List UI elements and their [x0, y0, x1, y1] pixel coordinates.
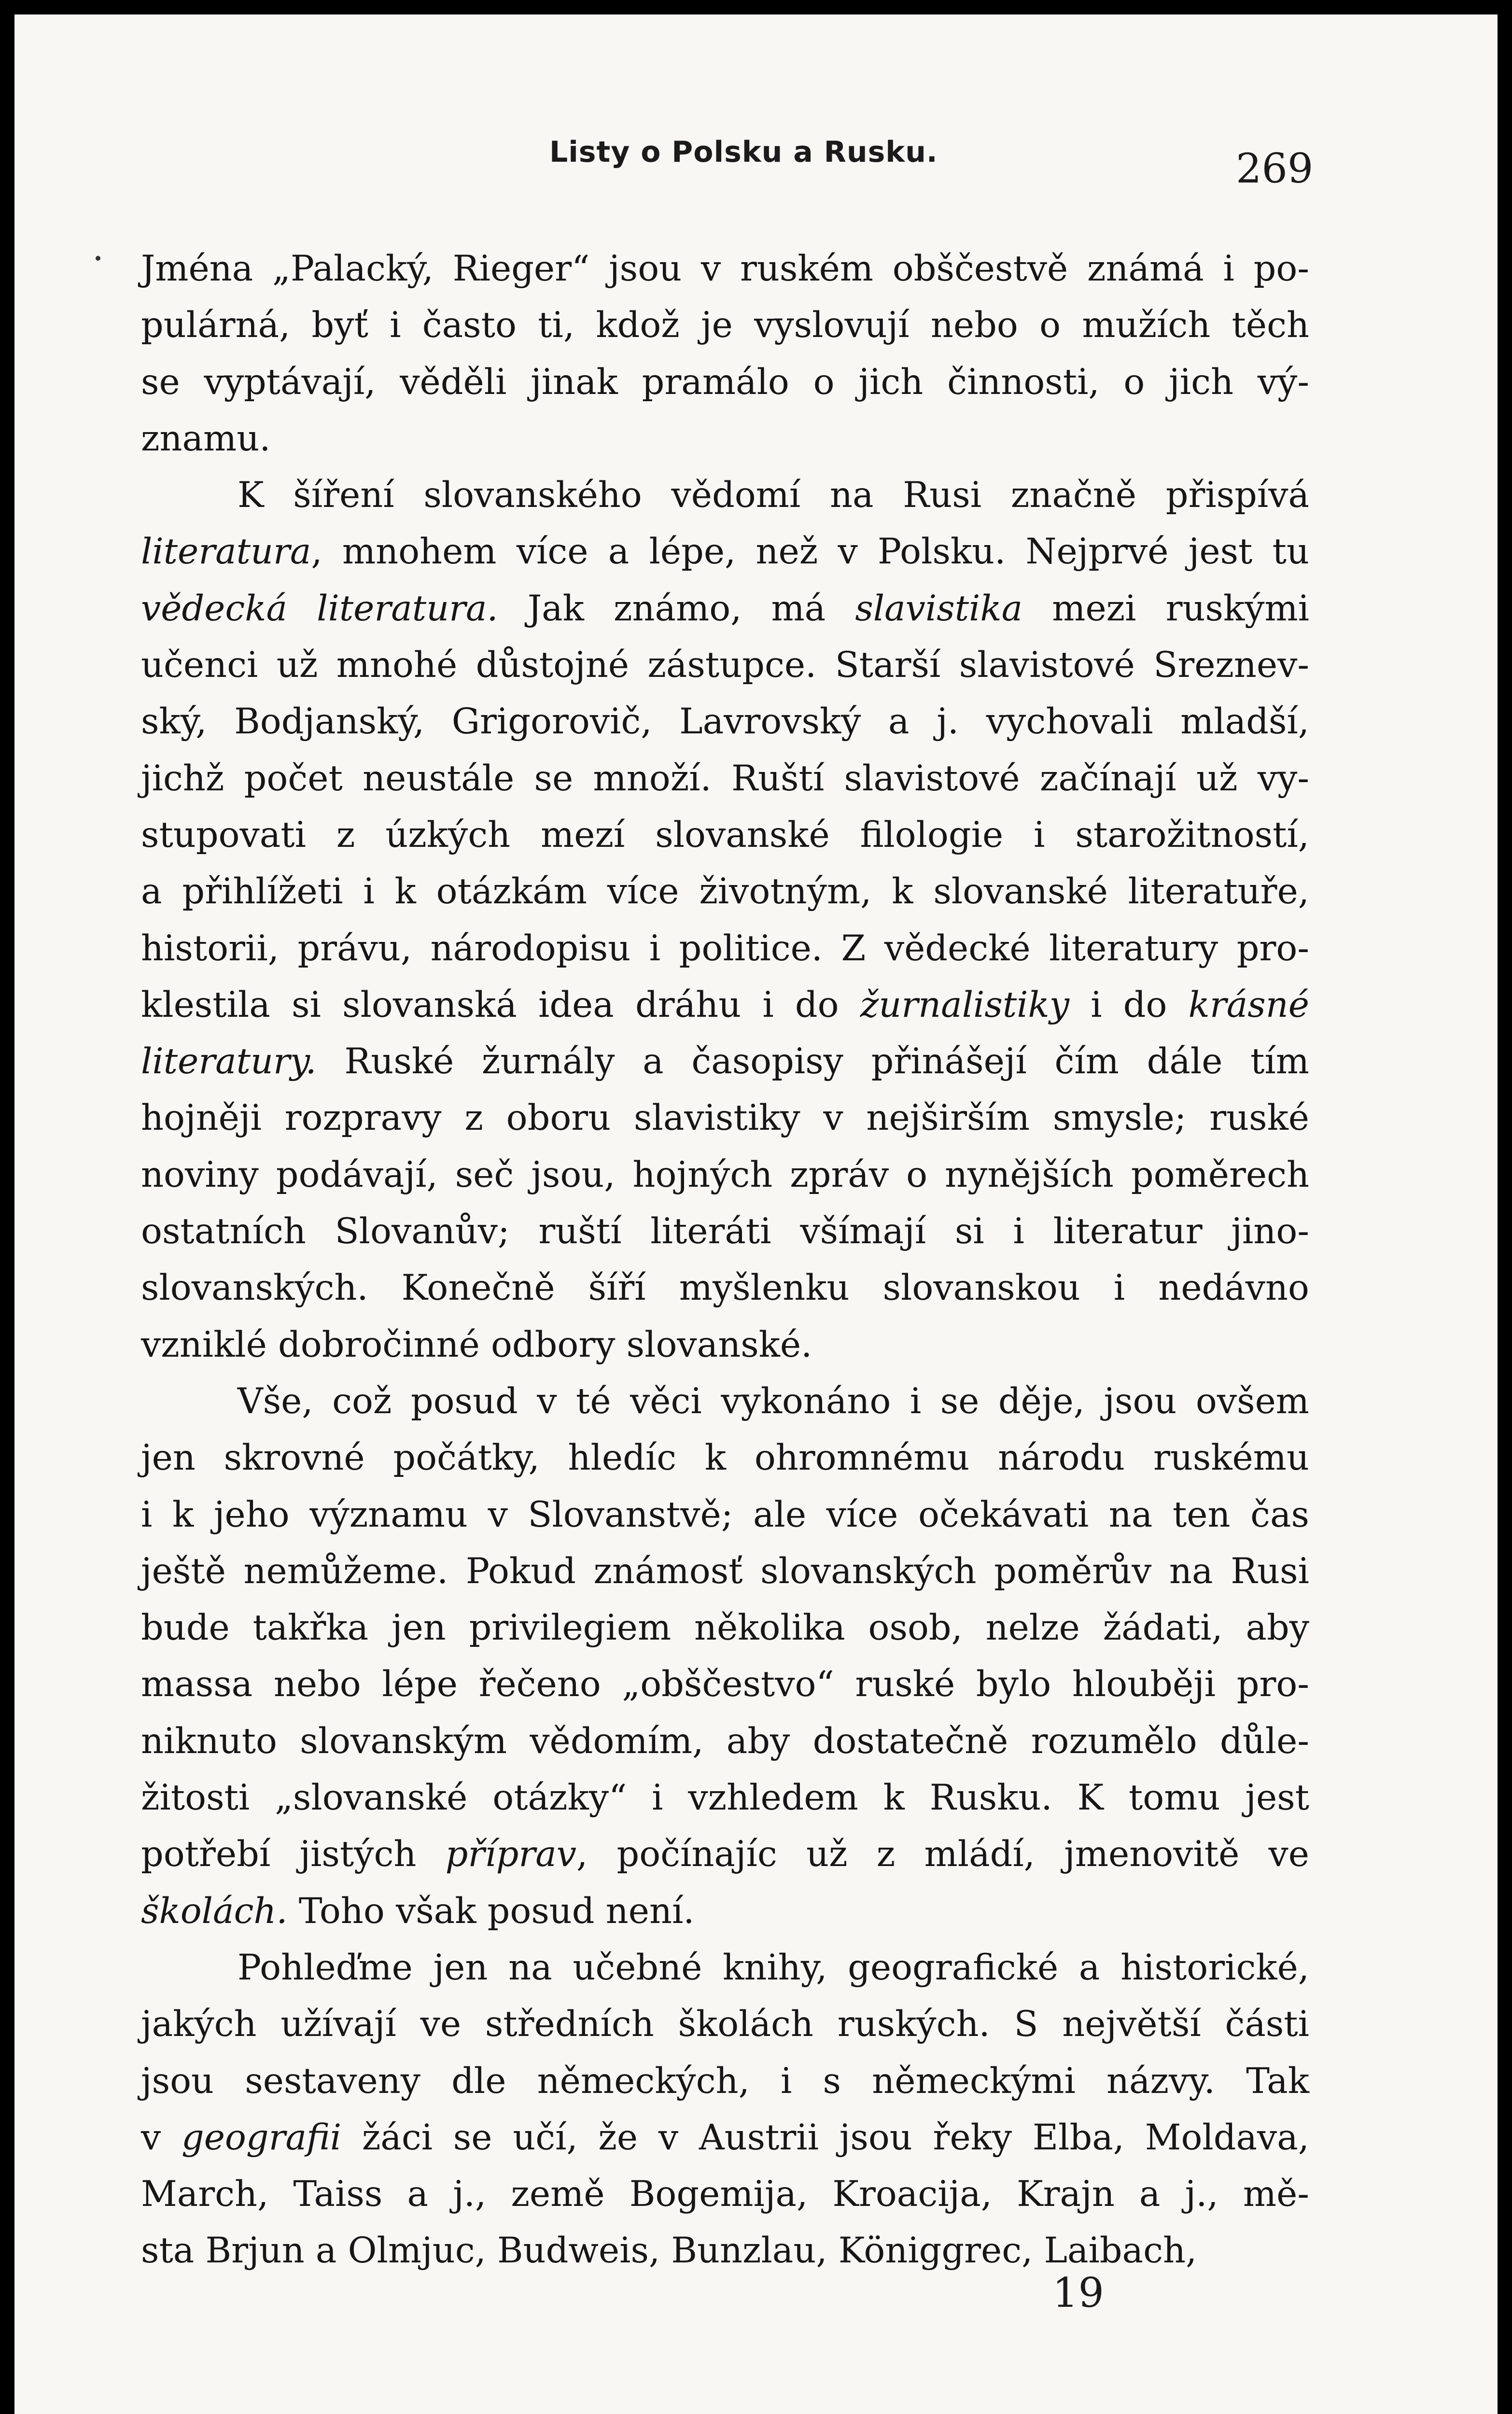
- text-run: hojněji rozpravy z oboru slavistiky v nejširším smysle; ruské: [141, 1097, 1309, 1139]
- text-line: [141, 410, 1309, 467]
- text-line: [141, 1317, 1309, 1373]
- text-line: [141, 2222, 1309, 2279]
- text-line: [141, 523, 1309, 580]
- text-run: ostatních Slovanův; ruští literáti všímají si i literatur jino-: [141, 1211, 1309, 1252]
- text-run: Pohleďme jen na učebné knihy, geografické a historické,: [238, 1947, 1309, 1988]
- text-run: i k jeho významu v Slovanstvě; ale více očekávati na ten čas: [141, 1494, 1309, 1535]
- signature-mark: 19: [1052, 2269, 1104, 2316]
- text-run: bude takřka jen privilegiem několika osob, nelze žádati, aby: [141, 1607, 1309, 1649]
- text-line: [141, 1430, 1309, 1486]
- running-title: Listy o Polsku a Rusku.: [549, 135, 938, 169]
- text-run: Vše, což posud v té věci vykonáno i se děje, jsou ovšem: [238, 1380, 1309, 1422]
- text-line: [141, 693, 1309, 750]
- text-line: [141, 1826, 1309, 1882]
- text-line: [141, 467, 1309, 523]
- text-run: , počínajíc už z mládí, jmenovitě ve: [576, 1834, 1309, 1875]
- text-run: Jména „Palacký, Rieger“ jsou v ruském obščestvě známá i po-: [141, 248, 1309, 289]
- text-line: [141, 1373, 1309, 1430]
- text-run: se vyptávají, věděli jinak pramálo o jich činnosti, o jich vý-: [141, 361, 1309, 403]
- text-line: [141, 1543, 1309, 1600]
- text-run: vzniklé dobročinné odbory slovanské.: [141, 1324, 812, 1365]
- text-run: , mnohem více a lépe, než v Polsku. Nejprvé jest tu: [311, 531, 1309, 573]
- text-run: potřebí jistých: [141, 1834, 446, 1875]
- text-line: [141, 297, 1309, 353]
- text-run: znamu.: [141, 418, 271, 459]
- text-line: [141, 807, 1309, 863]
- text-line: [141, 1487, 1309, 1543]
- text-line: [141, 920, 1309, 977]
- text-run: sta Brjun a Olmjuc, Budweis, Bunzlau, Königgrec, Laibach,: [141, 2230, 1197, 2272]
- body-text: [141, 240, 1309, 2279]
- text-run: v: [141, 2117, 182, 2158]
- emphasized-text: slavistika: [855, 588, 1023, 629]
- text-line: [141, 580, 1309, 637]
- text-run: noviny podávají, seč jsou, hojných zpráv o nynějších poměrech: [141, 1154, 1309, 1195]
- text-line: [141, 354, 1309, 410]
- text-line: [141, 1996, 1309, 2052]
- text-line: [141, 1033, 1309, 1090]
- text-line: [141, 1713, 1309, 1769]
- text-line: [141, 1260, 1309, 1316]
- emphasized-text: geografii: [182, 2117, 342, 2158]
- text-run: i do: [1069, 984, 1189, 1025]
- text-run: mezi ruskými: [1022, 588, 1309, 629]
- text-run: žitosti „slovanské otázky“ i vzhledem k Rusku. K tomu jest: [141, 1777, 1309, 1819]
- emphasized-text: příprav: [445, 1834, 577, 1875]
- text-line: [141, 750, 1309, 807]
- paper-sheet: [14, 14, 1498, 2414]
- text-run: Jak známo, má: [498, 588, 855, 629]
- text-line: [141, 1656, 1309, 1712]
- text-run: Ruské žurnály a časopisy přinášejí čím dále tím: [316, 1041, 1309, 1082]
- text-line: [141, 637, 1309, 693]
- text-run: a přihlížeti i k otázkám více životným, k slovanské literatuře,: [141, 871, 1309, 912]
- text-line: [141, 863, 1309, 920]
- text-run: K šíření slovanského vědomí na Rusi značně přispívá: [238, 475, 1309, 516]
- text-run: niknuto slovanským vědomím, aby dostatečně rozumělo důle-: [141, 1720, 1309, 1762]
- text-line: [141, 1883, 1309, 1939]
- text-line: [141, 1600, 1309, 1656]
- emphasized-text: literatury.: [141, 1041, 317, 1082]
- page-number: 269: [1236, 145, 1314, 192]
- text-line: [141, 1090, 1309, 1146]
- emphasized-text: krásné: [1188, 984, 1309, 1025]
- text-run: March, Taiss a j., země Bogemija, Kroacija, Krajn a j., mě-: [141, 2174, 1309, 2215]
- text-run: Toho však posud není.: [287, 1890, 695, 1932]
- text-run: jakých užívají ve středních školách ruských. S největší části: [141, 2004, 1309, 2045]
- text-run: slovanských. Konečně šíří myšlenku slovanskou i nedávno: [141, 1267, 1309, 1309]
- text-run: učenci už mnohé důstojné zástupce. Starší slavistové Sreznev-: [141, 645, 1309, 686]
- text-line: [141, 2166, 1309, 2222]
- text-run: jichž počet neustále se množí. Ruští slavistové začínají už vy-: [141, 758, 1309, 799]
- text-run: ještě nemůžeme. Pokud známosť slovanských poměrův na Rusi: [141, 1550, 1309, 1592]
- text-run: stupovati z úzkých mezí slovanské filologie i starožitností,: [141, 814, 1309, 856]
- text-run: jen skrovné počátky, hledíc k ohromnému národu ruskému: [141, 1437, 1309, 1479]
- emphasized-text: vědecká literatura.: [141, 588, 498, 629]
- text-run: jsou sestaveny dle německých, i s německými názvy. Tak: [141, 2060, 1309, 2102]
- text-run: pulárná, byť i často ti, kdož je vyslovují nebo o mužích těch: [141, 305, 1309, 346]
- text-run: historii, právu, národopisu i politice. Z vědecké literatury pro-: [141, 927, 1309, 969]
- text-line: [141, 1769, 1309, 1826]
- text-line: [141, 240, 1309, 297]
- text-line: [141, 2053, 1309, 2109]
- text-run: žáci se učí, že v Austrii jsou řeky Elba, Moldava,: [341, 2117, 1309, 2158]
- text-line: [141, 1203, 1309, 1260]
- dust-speck: [96, 256, 100, 261]
- text-run: klestila si slovanská idea dráhu i do: [141, 984, 860, 1025]
- emphasized-text: školách.: [141, 1890, 288, 1932]
- text-run: ský, Bodjanský, Grigorovič, Lavrovský a j. vychovali mladší,: [141, 701, 1309, 743]
- text-line: [141, 977, 1309, 1033]
- text-line: [141, 2109, 1309, 2166]
- emphasized-text: žurnalistiky: [860, 984, 1070, 1025]
- text-line: [141, 1939, 1309, 1996]
- text-line: [141, 1147, 1309, 1203]
- text-run: massa nebo lépe řečeno „obščestvo“ ruské bylo hlouběji pro-: [141, 1664, 1309, 1705]
- emphasized-text: literatura: [141, 531, 311, 573]
